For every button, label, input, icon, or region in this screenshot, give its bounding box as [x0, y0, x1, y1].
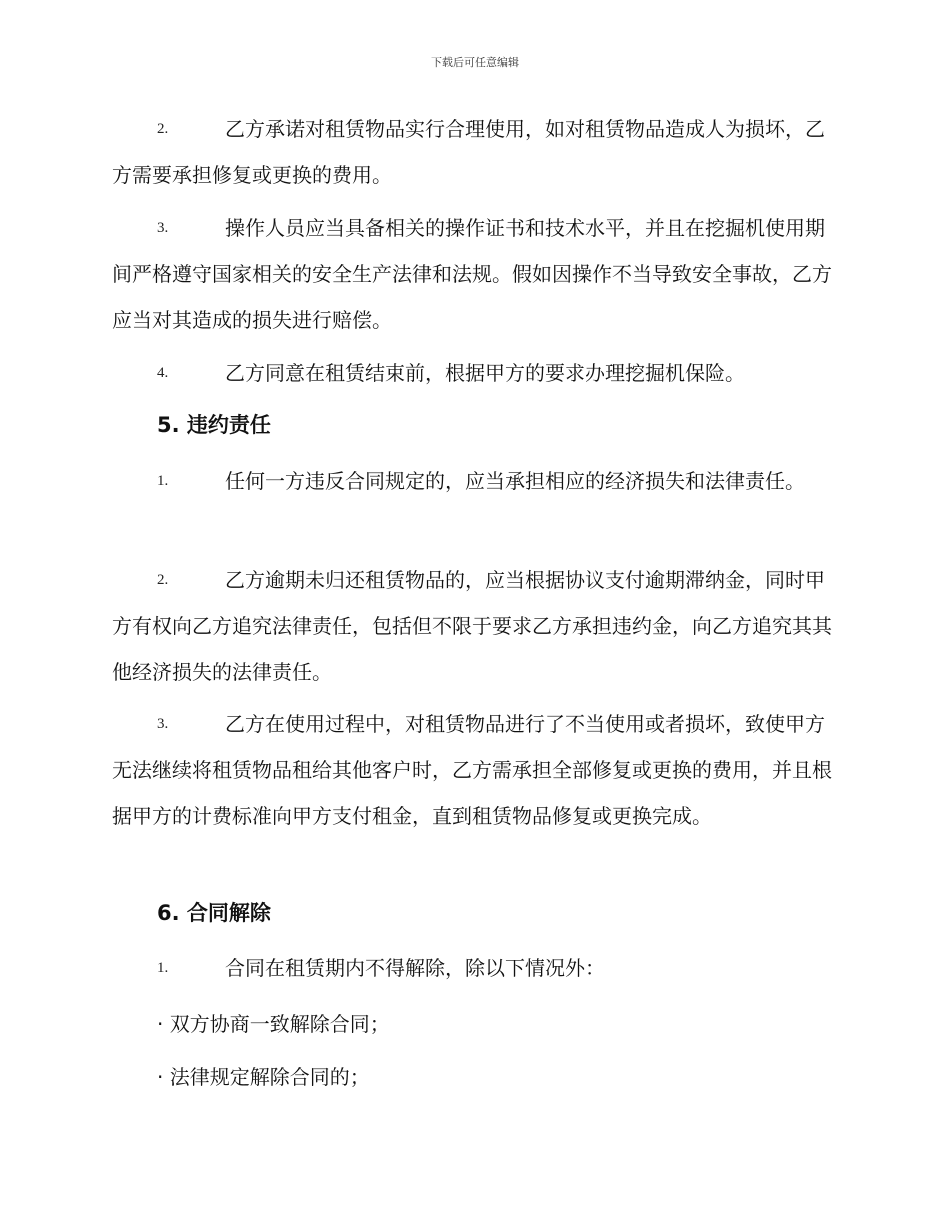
item-text: 操作人员应当具备相关的操作证书和技术水平，并且在挖掘机使用期间严格遵守国家相关的安全生产法律和法规。假如因操作不当导致安全事故，乙方应当对其造成的损失进行赔偿。	[112, 216, 832, 332]
item-number: 1.	[157, 960, 169, 976]
list-item	[112, 205, 832, 343]
list-item	[112, 350, 832, 396]
list-item	[112, 458, 832, 504]
page-header: 下载后可任意编辑	[431, 56, 519, 69]
item-number: 4.	[157, 365, 169, 381]
item-text: 乙方承诺对租赁物品实行合理使用，如对租赁物品造成人为损坏，乙方需要承担修复或更换的费用。	[112, 117, 825, 187]
item-number: 2.	[157, 121, 169, 137]
section-heading: 6. 合同解除	[157, 901, 271, 925]
item-number: 3.	[157, 220, 169, 236]
section-heading: 5. 违约责任	[157, 413, 271, 437]
item-text: 乙方逾期未归还租赁物品的，应当根据协议支付逾期滞纳金，同时甲方有权向乙方追究法律责任，包括但不限于要求乙方承担违约金，向乙方追究其其他经济损失的法律责任。	[112, 568, 832, 684]
item-number: 2.	[157, 572, 169, 588]
item-text: 合同在租赁期内不得解除，除以下情况外：	[225, 956, 605, 980]
item-text: 任何一方违反合同规定的，应当承担相应的经济损失和法律责任。	[225, 469, 805, 493]
bullet-item: · 双方协商一致解除合同；	[157, 1012, 390, 1036]
bullet-item: · 法律规定解除合同的；	[157, 1065, 370, 1089]
item-text: 乙方同意在租赁结束前，根据甲方的要求办理挖掘机保险。	[225, 361, 745, 385]
list-item	[112, 945, 832, 991]
list-item	[112, 106, 832, 198]
list-item	[112, 701, 832, 839]
item-number: 1.	[157, 473, 169, 489]
list-item	[112, 557, 832, 695]
item-number: 3.	[157, 716, 169, 732]
item-text: 乙方在使用过程中，对租赁物品进行了不当使用或者损坏，致使甲方无法继续将租赁物品租给其他客户时，乙方需承担全部修复或更换的费用，并且根据甲方的计费标准向甲方支付租金，直到租赁物品修复或更换完成。	[112, 712, 832, 828]
